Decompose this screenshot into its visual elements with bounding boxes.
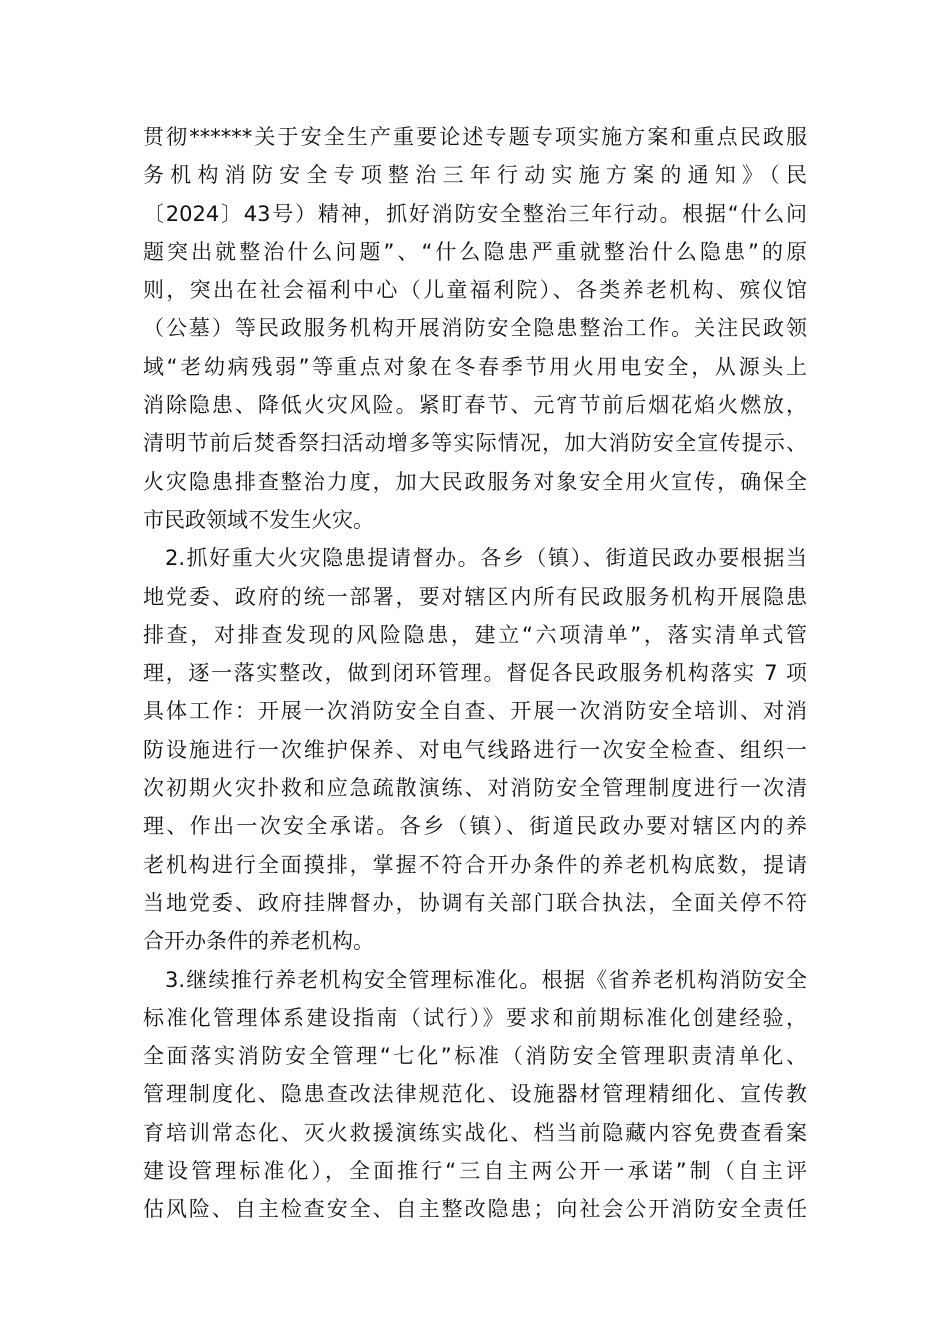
text-line: 育培训常态化、灭火救援演练实战化、档当前隐藏内容免费查看案 bbox=[143, 1120, 807, 1145]
text-line: 务机构消防安全专项整治三年行动实施方案的通知》（民 bbox=[143, 163, 807, 188]
text-line: 贯彻******关于安全生产重要论述专题专项实施方案和重点民政服 bbox=[143, 125, 807, 149]
text-line: 建设管理标准化），全面推行“三自主两公开一承诺”制（自主评 bbox=[143, 1159, 807, 1184]
text-line: 题突出就整治什么问题”、“什么隐患严重就整治什么隐患”的原 bbox=[143, 239, 807, 264]
text-line: 具体工作：开展一次消防安全自查、开展一次消防安全培训、对消 bbox=[143, 699, 807, 724]
text-line: 排查，对排查发现的风险隐患，建立“六项清单”，落实清单式管 bbox=[143, 622, 807, 647]
text-line: 地党委、政府的统一部署，要对辖区内所有民政服务机构开展隐患 bbox=[143, 584, 807, 609]
text-line: 全面落实消防安全管理“七化”标准（消防安全管理职责清单化、 bbox=[143, 1044, 807, 1069]
text-line: 域“老幼病残弱”等重点对象在冬春季节用火用电安全，从源头上 bbox=[143, 354, 807, 379]
text-line: 防设施进行一次维护保养、对电气线路进行一次安全检查、组织一 bbox=[143, 737, 807, 762]
text-line: （公墓）等民政服务机构开展消防安全隐患整治工作。关注民政领 bbox=[143, 316, 807, 341]
text-line: 当地党委、政府挂牌督办，协调有关部门联合执法，全面关停不符 bbox=[143, 890, 807, 915]
text-line: 火灾隐患排查整治力度，加大民政服务对象安全用火宣传，确保全 bbox=[143, 469, 807, 494]
text-line: 老机构进行全面摸排，掌握不符合开办条件的养老机构底数，提请 bbox=[143, 852, 807, 877]
text-line: 合开办条件的养老机构。 bbox=[143, 929, 374, 954]
body-text bbox=[143, 118, 807, 1229]
text-line: 清明节前后焚香祭扫活动增多等实际情况，加大消防安全宣传提示、 bbox=[143, 431, 807, 456]
paragraph-2-start: 2.抓好重大火灾隐患提请督办。各乡（镇）、街道民政办要根据当 bbox=[165, 546, 807, 571]
text-line: 管理制度化、隐患查改法律规范化、设施器材管理精细化、宣传教 bbox=[143, 1082, 807, 1107]
text-line: 理、作出一次安全承诺。各乡（镇）、街道民政办要对辖区内的养 bbox=[143, 814, 807, 839]
text-line: 理，逐一落实整改，做到闭环管理。督促各民政服务机构落实 7 项 bbox=[143, 661, 807, 686]
text-line: 次初期火灾扑救和应急疏散演练、对消防安全管理制度进行一次清 bbox=[143, 776, 807, 801]
paragraph-3-start: 3.继续推行养老机构安全管理标准化。根据《省养老机构消防安全 bbox=[165, 967, 807, 992]
text-line: 标准化管理体系建设指南（试行）》要求和前期标准化创建经验， bbox=[143, 1005, 807, 1030]
text-line: 则，突出在社会福利中心（儿童福利院）、各类养老机构、殡仪馆 bbox=[143, 278, 807, 303]
text-line: 消除隐患、降低火灾风险。紧盯春节、元宵节前后烟花焰火燃放， bbox=[143, 393, 807, 418]
text-line: 市民政领域不发生火灾。 bbox=[143, 507, 374, 532]
text-line: 〔2024〕43号）精神，抓好消防安全整治三年行动。根据“什么问 bbox=[143, 201, 807, 226]
text-line: 估风险、自主检查安全、自主整改隐患；向社会公开消防安全责任 bbox=[143, 1197, 807, 1222]
